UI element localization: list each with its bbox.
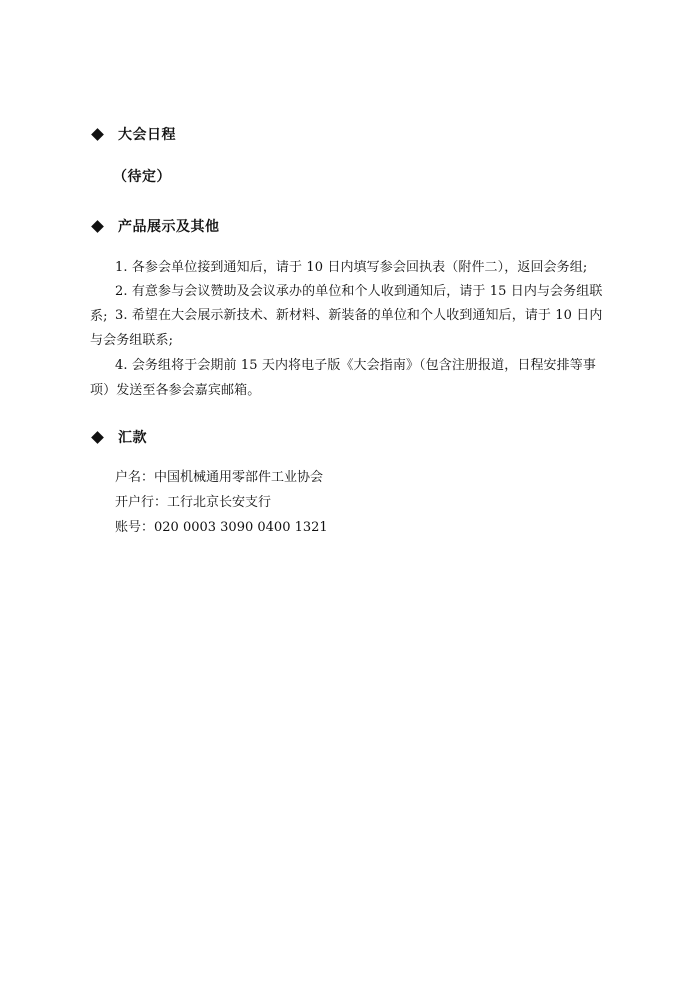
diamond-bullet-icon	[91, 431, 104, 444]
diamond-bullet-icon	[91, 220, 104, 233]
exhibition-item-2: 2. 有意参与会议赞助及会议承办的单位和个人收到通知后，请于 15 日内与会务组联系;	[90, 284, 603, 324]
exhibition-item-4: 4. 会务组将于会期前 15 天内将电子版《大会指南》（包含注册报道，日程安排等事项）发送至各参会嘉宾邮箱。	[90, 358, 596, 398]
exhibition-heading-text: 产品展示及其他	[118, 219, 220, 235]
schedule-heading-text: 大会日程	[118, 127, 176, 143]
schedule-heading	[91, 124, 176, 144]
payment-heading-text: 汇款	[118, 430, 147, 446]
exhibition-item-1: 1. 各参会单位接到通知后，请于 10 日内填写参会回执表（附件二），返回会务组;	[115, 260, 588, 275]
diamond-bullet-icon	[91, 128, 104, 141]
payment-bank: 开户行：工行北京长安支行	[115, 495, 272, 510]
payment-account-name: 户名：中国机械通用零部件工业协会	[115, 470, 324, 485]
exhibition-heading	[91, 216, 220, 236]
payment-heading	[91, 427, 147, 447]
payment-account-number: 账号：020 0003 3090 0400 1321	[115, 520, 328, 535]
schedule-pending-note: （待定）	[113, 169, 171, 185]
exhibition-item-3: 3. 希望在大会展示新技术、新材料、新装备的单位和个人收到通知后，请于 10 日内与会务组联系;	[90, 308, 603, 348]
